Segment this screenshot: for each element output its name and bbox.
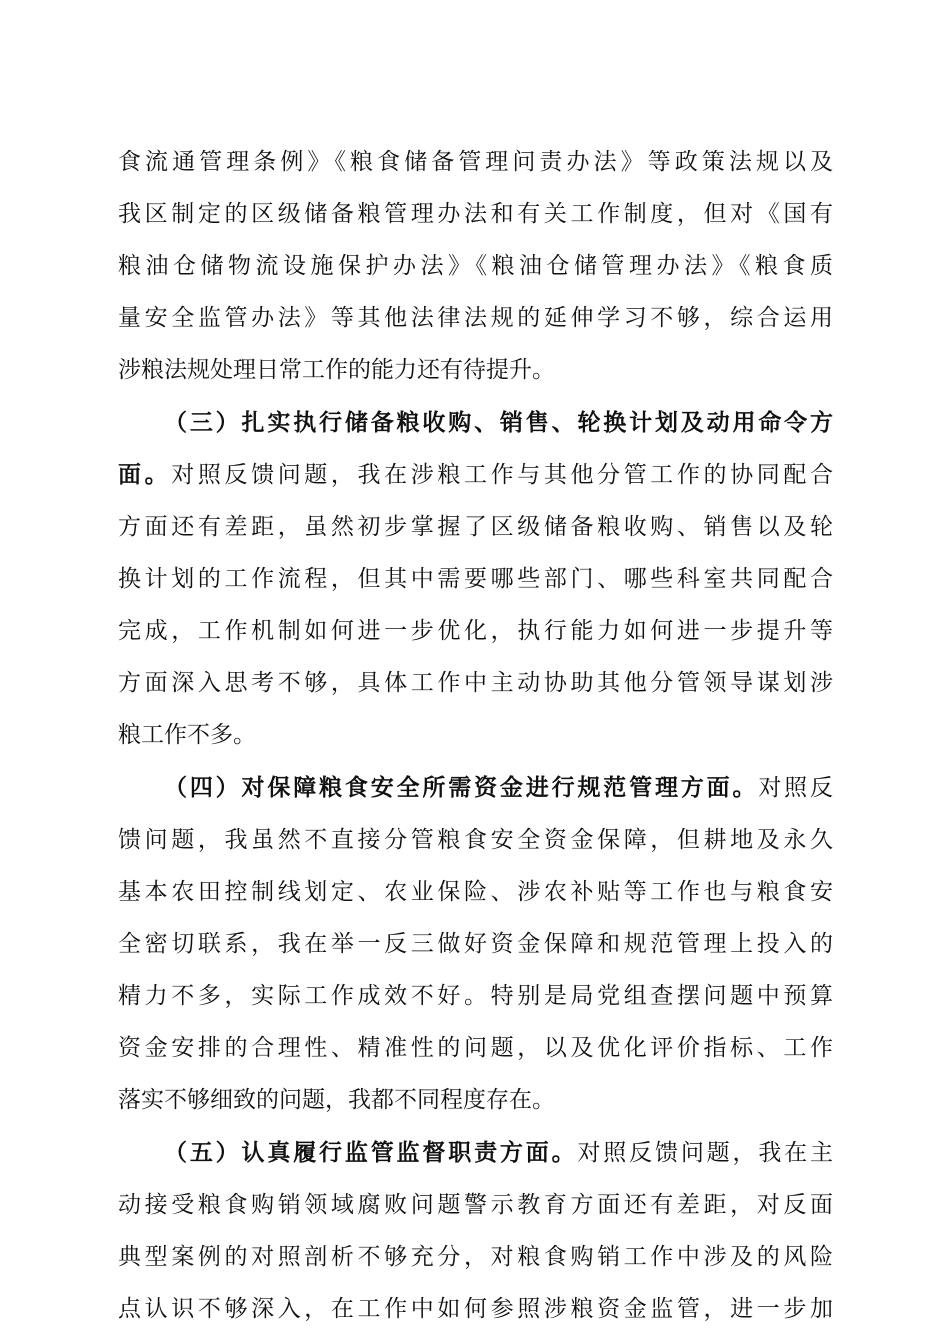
section-4-line: 资金安排的合理性、精准性的问题，以及优化评价指标、工作 <box>118 1035 833 1061</box>
paragraph-line: 我区制定的区级储备粮管理办法和有关工作制度，但对《国有 <box>118 201 833 227</box>
section-5-body-start: 对照反馈问题，我在主 <box>577 1140 833 1166</box>
section-4-line: 全密切联系，我在举一反三做好资金保障和规范管理上投入的 <box>118 931 833 957</box>
section-4-body-start: 对照反 <box>758 775 833 801</box>
section-3-line: 方面深入思考不够，具体工作中主动协助其他分管领导谋划涉 <box>118 670 833 696</box>
paragraph-line: 食流通管理条例》《粮食储备管理问责办法》等政策法规以及 <box>118 149 833 175</box>
section-3-heading: （三）扎实执行储备粮收购、销售、轮换计划及动用命令方 <box>164 409 833 436</box>
paragraph-line: 量安全监管办法》等其他法律法规的延伸学习不够，综合运用 <box>118 305 833 331</box>
section-3-line: 完成，工作机制如何进一步优化，执行能力如何进一步提升等 <box>118 618 833 644</box>
paragraph-line: 涉粮法规处理日常工作的能力还有待提升。 <box>118 357 555 383</box>
section-4-heading: （四）对保障粮食安全所需资金进行规范管理方面。 <box>164 774 759 801</box>
section-3-body-start: 对照反馈问题，我在涉粮工作与其他分管工作的协同配合 <box>171 462 833 488</box>
section-4-line: 落实不够细致的问题，我都不同程度存在。 <box>118 1087 555 1113</box>
section-4-line: 基本农田控制线划定、农业保险、涉农补贴等工作也与粮食安 <box>118 879 833 905</box>
section-3-line: 换计划的工作流程，但其中需要哪些部门、哪些科室共同配合 <box>118 566 833 592</box>
section-4-line: 馈问题，我虽然不直接分管粮食安全资金保障，但耕地及永久 <box>118 827 833 853</box>
section-3-line: 粮工作不多。 <box>118 722 256 748</box>
section-3-heading-end: 面。 <box>118 461 172 488</box>
section-5-line: 典型案例的对照剖析不够充分，对粮食购销工作中涉及的风险 <box>118 1244 833 1270</box>
section-4-line <box>164 766 833 810</box>
section-5-line: 动接受粮食购销领域腐败问题警示教育方面还有差距，对反面 <box>118 1192 833 1218</box>
section-4-line: 精力不多，实际工作成效不好。特别是局党组查摆问题中预算 <box>118 983 833 1009</box>
section-3-line <box>118 453 833 497</box>
section-3-line: 方面还有差距，虽然初步掌握了区级储备粮收购、销售以及轮 <box>118 514 833 540</box>
section-5-line: 点认识不够深入，在工作中如何参照涉粮资金监管，进一步加 <box>118 1296 833 1322</box>
section-5-line <box>164 1131 833 1175</box>
section-5-heading: （五）认真履行监管监督职责方面。 <box>164 1139 578 1166</box>
paragraph-line: 粮油仓储物流设施保护办法》《粮油仓储管理办法》《粮食质 <box>118 253 833 279</box>
